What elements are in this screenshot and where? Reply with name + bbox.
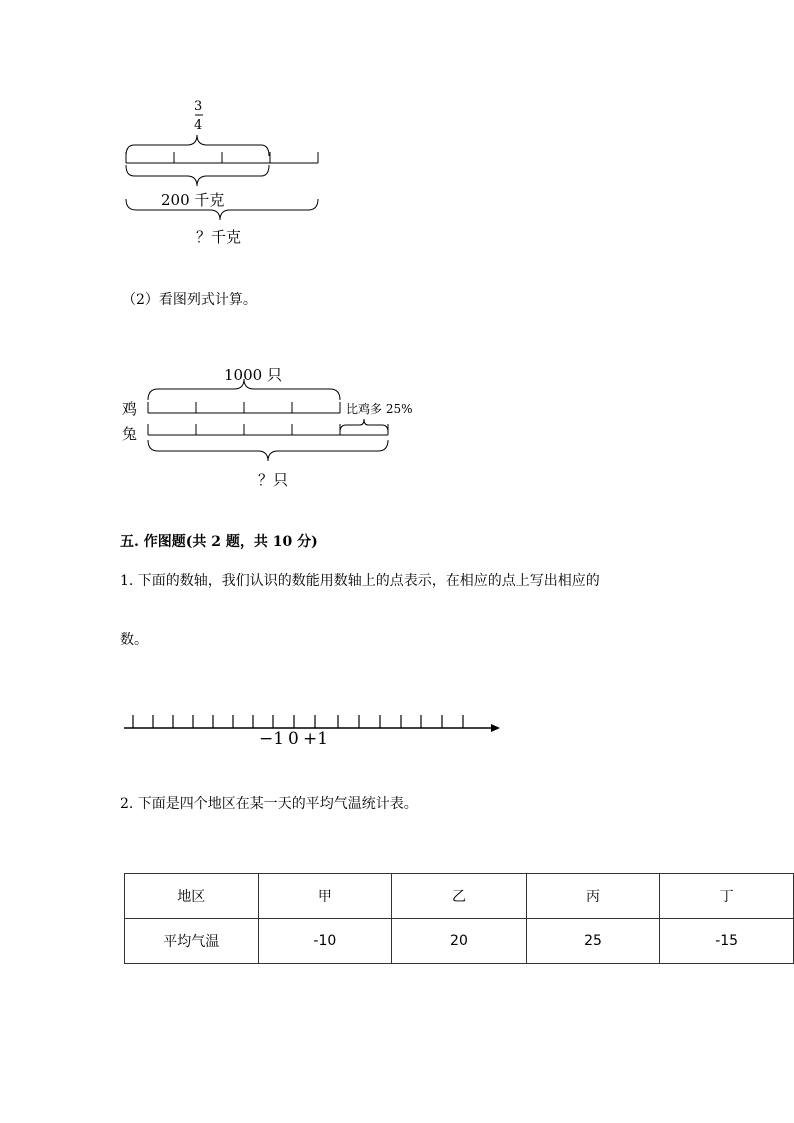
table-header-cell: 丙 — [526, 874, 660, 919]
fraction-denominator: 4 — [194, 118, 203, 133]
fraction-numerator: 3 — [194, 99, 203, 114]
section-title: 五. 作图题(共 2 题，共 10 分) — [120, 534, 318, 550]
table-row — [125, 919, 794, 964]
question-1-line-2: 数。 — [120, 632, 148, 648]
question-2-text: 2. 下面是四个地区在某一天的平均气温统计表。 — [120, 796, 418, 812]
part-label: 200 千克 — [161, 191, 225, 209]
temperature-table — [124, 873, 794, 964]
table-header-cell: 乙 — [392, 874, 527, 919]
total-chicken-label: 1000 只 — [224, 366, 282, 384]
table-header-row — [125, 874, 794, 919]
table-cell: 20 — [392, 919, 527, 964]
table-cell: -10 — [258, 919, 392, 964]
axis-label-zero: 0 — [288, 729, 299, 749]
question-2-prompt: （2）看图列式计算。 — [122, 292, 257, 308]
table-header-cell: 甲 — [258, 874, 392, 919]
question-1-line-1: 1. 下面的数轴，我们认识的数能用数轴上的点表示，在相应的点上写出相应的 — [120, 573, 600, 589]
axis-label-minus-one: −1 — [259, 729, 285, 749]
percent-note: 比鸡多 25% — [346, 402, 413, 416]
table-cell: 平均气温 — [125, 919, 259, 964]
table-header-cell: 地区 — [125, 874, 259, 919]
rabbit-row-label: 兔 — [122, 425, 138, 443]
rabbit-total-label: ？只 — [258, 471, 289, 489]
table-cell: 25 — [526, 919, 660, 964]
table-header-cell: 丁 — [660, 874, 794, 919]
whole-label: ？千克 — [196, 228, 242, 246]
table-cell: -15 — [660, 919, 794, 964]
chicken-row-label: 鸡 — [122, 400, 138, 418]
axis-label-plus-one: +1 — [303, 729, 329, 749]
